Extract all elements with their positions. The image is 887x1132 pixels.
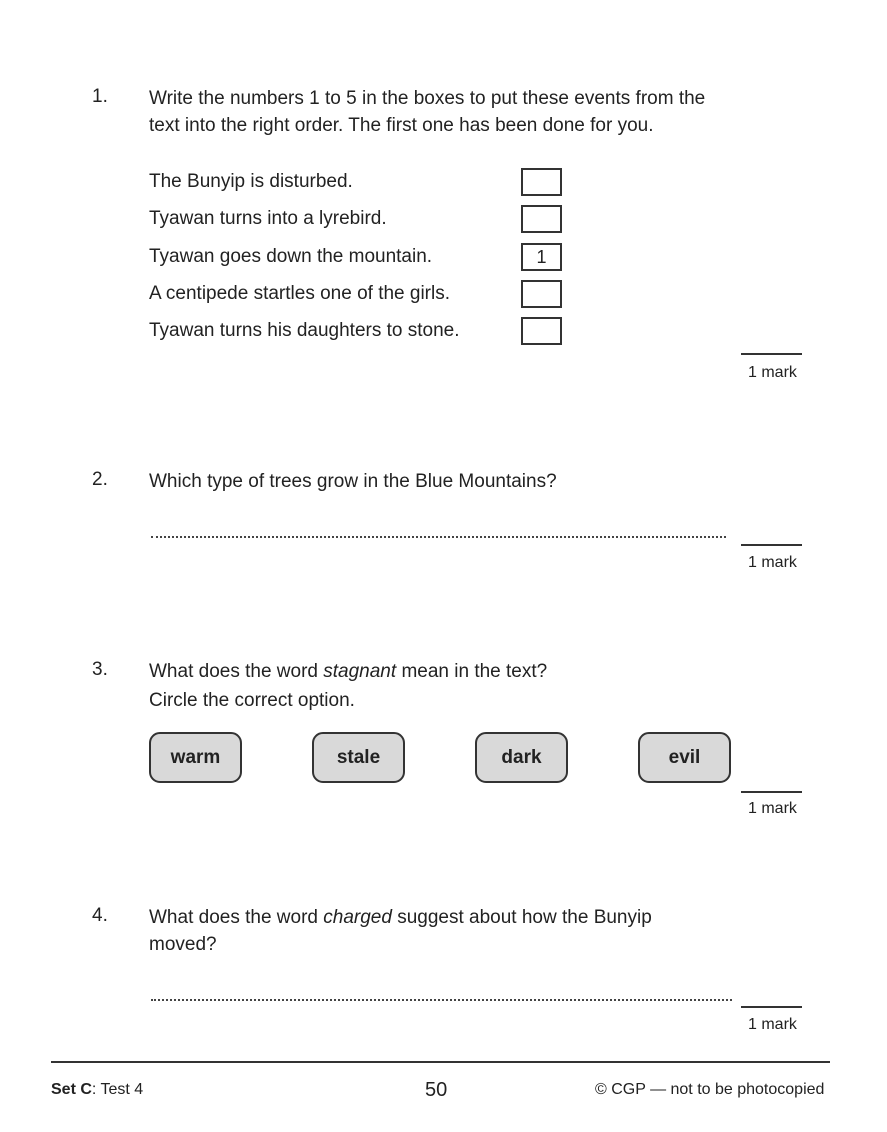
question-1-mark-line (741, 353, 802, 355)
question-3-text-after: mean in the text? (396, 661, 548, 682)
question-4-text-before: What does the word (149, 907, 324, 928)
option-evil[interactable]: evil (638, 732, 731, 783)
question-4-number: 4. (92, 905, 108, 926)
event-1-order-box[interactable] (521, 168, 562, 196)
footer-set-label (51, 1080, 143, 1100)
question-4-text-line1 (149, 903, 652, 932)
question-1-text-line2: text into the right order. The first one has been done for you. (149, 115, 654, 136)
question-3-keyword: stagnant (323, 661, 397, 682)
footer-rule (51, 1061, 830, 1063)
question-3-text-line1 (149, 657, 547, 686)
question-3-text-line2: Circle the correct option. (149, 690, 355, 711)
question-1-mark-label: 1 mark (748, 364, 797, 381)
question-1-number: 1. (92, 86, 108, 107)
event-1-text: The Bunyip is disturbed. (149, 171, 353, 192)
event-3-text: Tyawan goes down the mountain. (149, 246, 433, 267)
question-2-text: Which type of trees grow in the Blue Mountains? (149, 471, 557, 492)
footer-set-bold: Set C (51, 1081, 92, 1098)
question-2-answer-line[interactable] (151, 536, 726, 538)
question-2-number: 2. (92, 469, 108, 490)
question-4-keyword: charged (323, 907, 392, 928)
page-number: 50 (425, 1079, 448, 1101)
question-4-answer-line[interactable] (151, 999, 732, 1001)
question-4-mark-line (741, 1006, 802, 1008)
option-warm[interactable]: warm (149, 732, 242, 783)
event-2-text: Tyawan turns into a lyrebird. (149, 208, 387, 229)
option-stale[interactable]: stale (312, 732, 405, 783)
question-4-mark-label: 1 mark (748, 1016, 797, 1033)
event-4-order-box[interactable] (521, 280, 562, 308)
question-2-mark-label: 1 mark (748, 554, 797, 571)
question-4-text-line2: moved? (149, 934, 217, 955)
question-2-mark-line (741, 544, 802, 546)
question-3-number: 3. (92, 659, 108, 680)
question-3-mark-line (741, 791, 802, 793)
event-3-order-box[interactable]: 1 (521, 243, 562, 271)
footer-set-rest: : Test 4 (91, 1081, 144, 1098)
question-1-text-line1: Write the numbers 1 to 5 in the boxes to put these events from the (149, 88, 706, 109)
event-2-order-box[interactable] (521, 205, 562, 233)
event-4-text: A centipede startles one of the girls. (149, 283, 451, 304)
footer-copyright: © CGP — not to be photocopied (595, 1081, 825, 1098)
option-dark[interactable]: dark (475, 732, 568, 783)
event-5-order-box[interactable] (521, 317, 562, 345)
event-5-text: Tyawan turns his daughters to stone. (149, 320, 460, 341)
question-3-text-before: What does the word (149, 661, 324, 682)
question-4-text-after: suggest about how the Bunyip (391, 907, 652, 928)
question-3-mark-label: 1 mark (748, 800, 797, 817)
